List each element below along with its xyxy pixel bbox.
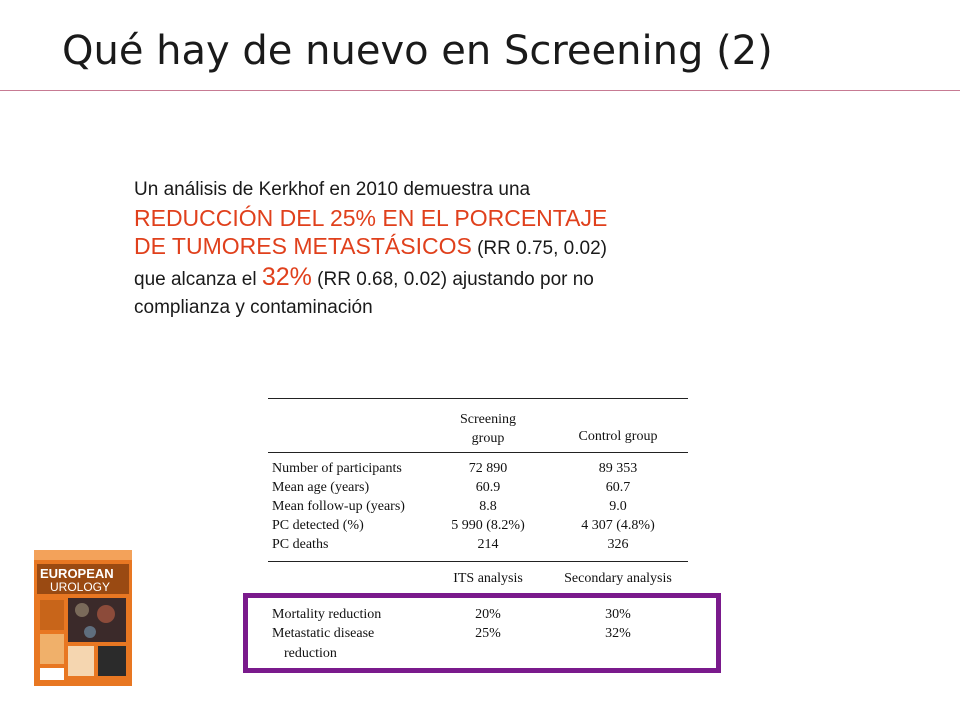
title-divider	[0, 90, 960, 91]
summary-line-5: complianza y contaminación	[134, 297, 373, 318]
table-row-screening: 60.9	[475, 480, 501, 495]
analysis-row-its: 25%	[475, 626, 501, 641]
cover-image-circle	[75, 603, 89, 617]
header-screening-line-2: group	[471, 431, 505, 446]
table-row-control: 9.0	[609, 499, 627, 514]
table-row-label: Mean age (years)	[272, 480, 370, 495]
cover-info-block	[68, 646, 94, 676]
analysis-row-secondary: 30%	[605, 607, 631, 622]
journal-name-line-1: EUROPEAN	[40, 566, 114, 581]
table-row-screening: 5 990 (8.2%)	[451, 518, 525, 533]
table-row-screening: 8.8	[479, 499, 497, 514]
table-header-rule	[268, 452, 688, 453]
table-row-control: 4 307 (4.8%)	[581, 518, 655, 533]
table-row-control: 60.7	[605, 480, 631, 495]
analysis-row-its: 20%	[475, 607, 501, 622]
table-row-label: Mean follow-up (years)	[272, 499, 405, 514]
cover-top-band	[34, 550, 132, 560]
header-screening-group	[428, 410, 548, 448]
table-row-screening: 214	[477, 537, 499, 552]
table-row-control: 326	[607, 537, 629, 552]
results-highlight-box	[243, 593, 721, 673]
table-top-rule	[268, 398, 688, 399]
summary-line-1: Un análisis de Kerkhof en 2010 demuestra una	[134, 179, 531, 200]
header-its-analysis: ITS analysis	[453, 571, 523, 586]
summary-line-4	[134, 263, 824, 294]
summary-line-4-start: que alcanza el	[134, 269, 262, 290]
analysis-row-label-continued: reduction	[284, 646, 337, 661]
summary-line-3	[134, 232, 824, 263]
table-section-rule	[268, 561, 688, 562]
cover-sidebar-block	[40, 600, 64, 630]
summary-highlight-number: 32%	[261, 263, 312, 291]
header-secondary-analysis: Secondary analysis	[564, 571, 672, 586]
header-screening-line-1: Screening	[460, 412, 516, 427]
cover-image-circle	[84, 626, 96, 638]
summary-line-4-end: (RR 0.68, 0.02) ajustando por no	[311, 269, 594, 290]
table-row-control: 89 353	[598, 461, 638, 476]
table-row-label: Number of participants	[272, 461, 402, 476]
table-row-label: PC detected (%)	[272, 518, 364, 533]
header-control-group: Control group	[578, 429, 658, 444]
analysis-row-label: Metastatic disease	[272, 626, 375, 641]
cover-footer-block	[40, 668, 64, 680]
analysis-row-secondary: 32%	[605, 626, 631, 641]
cover-image-circle	[97, 605, 115, 623]
summary-text	[134, 176, 824, 322]
summary-highlight-line-3: DE TUMORES METASTÁSICOS	[134, 233, 472, 259]
cover-sidebar-block	[40, 634, 64, 664]
journal-name-line-2: UROLOGY	[50, 580, 111, 594]
cover-image-panel	[68, 598, 126, 642]
summary-rr-1: (RR 0.75, 0.02)	[471, 238, 607, 259]
table-row-screening: 72 890	[468, 461, 508, 476]
analysis-row-label: Mortality reduction	[272, 607, 382, 622]
cover-info-block	[98, 646, 126, 676]
slide-title: Qué hay de nuevo en Screening (2)	[62, 28, 773, 74]
table-row-label: PC deaths	[272, 537, 329, 552]
summary-highlight-line-2: REDUCCIÓN DEL 25% EN EL PORCENTAJE	[134, 205, 608, 231]
journal-cover-image	[34, 550, 132, 686]
